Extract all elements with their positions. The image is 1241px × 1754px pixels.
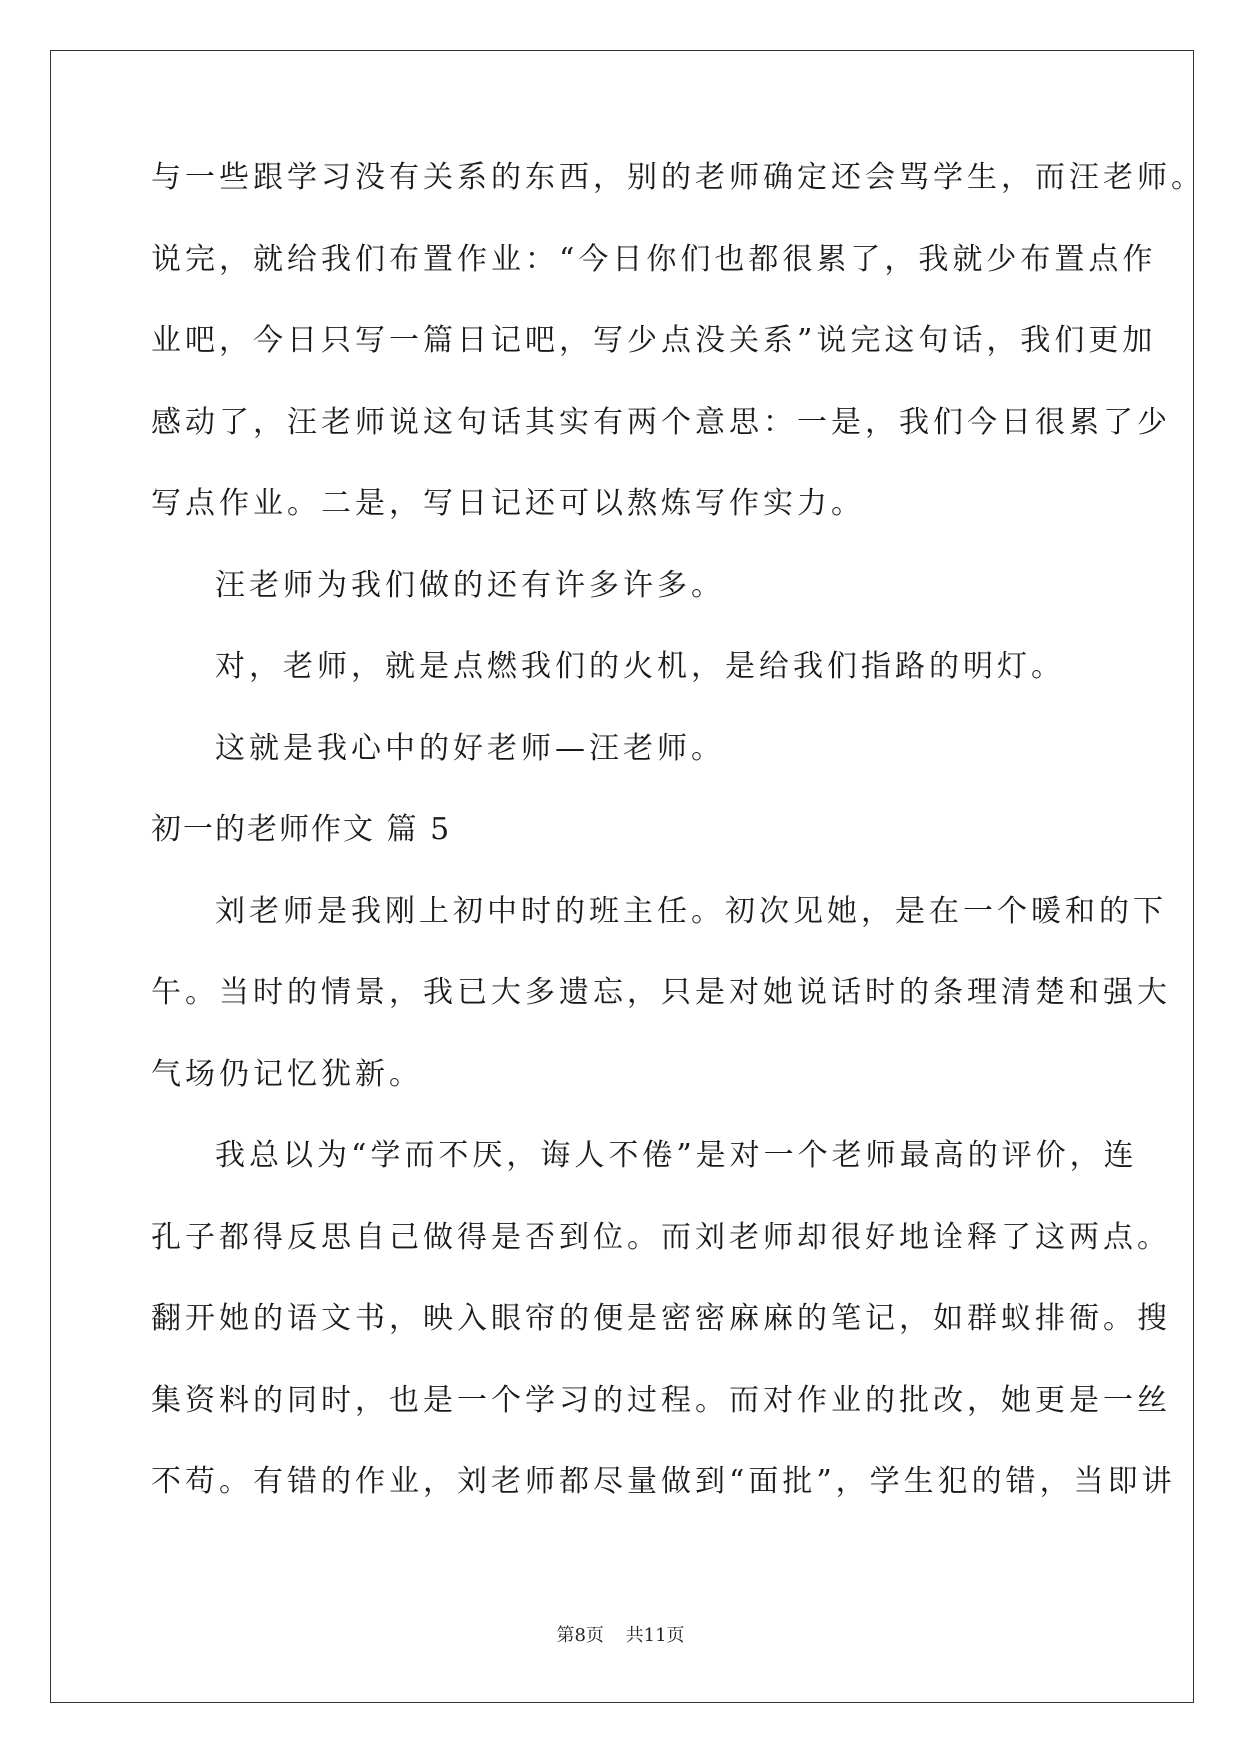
text-line-10: 刘老师是我刚上初中时的班主任。初次见她，是在一个暖和的下	[215, 893, 1167, 929]
page-footer	[0, 1621, 1241, 1647]
page-number-total: 共11页	[625, 1625, 685, 1646]
text-line-2: 说完，就给我们布置作业：“今日你们也都很累了，我就少布置点作	[151, 241, 1157, 277]
text-line-15: 翻开她的语文书，映入眼帘的便是密密麻麻的笔记，如群蚁排衙。搜	[151, 1301, 1171, 1336]
text-line-13: 我总以为“学而不厌，诲人不倦”是对一个老师最高的评价，连	[215, 1138, 1138, 1173]
document-body	[151, 158, 1205, 1544]
text-line-1: 与一些跟学习没有关系的东西，别的老师确定还会骂学生，而汪老师。	[151, 160, 1205, 195]
text-line-12: 气场仍记忆犹新。	[151, 1056, 423, 1092]
text-line-17: 不苟。有错的作业，刘老师都尽量做到“面批”，学生犯的错，当即讲	[151, 1464, 1176, 1499]
text-line-16: 集资料的同时，也是一个学习的过程。而对作业的批改，她更是一丝	[151, 1382, 1171, 1418]
text-line-4: 感动了，汪老师说这句话其实有两个意思：一是，我们今日很累了少	[151, 404, 1171, 440]
text-line-14: 孔子都得反思自己做得是否到位。而刘老师却很好地诠释了这两点。	[151, 1219, 1171, 1255]
text-line-7: 对，老师，就是点燃我们的火机，是给我们指路的明灯。	[215, 649, 1065, 684]
text-line-5: 写点作业。二是，写日记还可以熬炼写作实力。	[151, 486, 865, 521]
text-line-8: 这就是我心中的好老师—汪老师。	[215, 730, 725, 766]
section-heading: 初一的老师作文 篇 5	[151, 812, 452, 847]
text-line-3: 业吧，今日只写一篇日记吧，写少点没关系”说完这句话，我们更加	[151, 323, 1157, 358]
text-line-11: 午。当时的情景，我已大多遗忘，只是对她说话时的条理清楚和强大	[151, 975, 1171, 1010]
page-number-current: 第8页	[556, 1625, 604, 1646]
text-line-6: 汪老师为我们做的还有许多许多。	[215, 567, 725, 603]
